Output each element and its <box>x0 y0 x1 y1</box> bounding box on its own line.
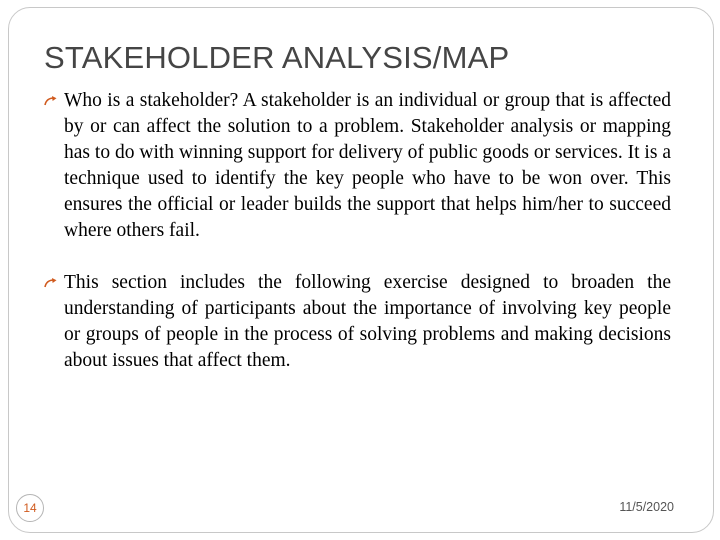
bullet-text: Who is a stakeholder? A stakeholder is an individual or group that is affected by or can affect the solution to a problem. Stakeholder analysis or mapping has to do with winning support for delivery of public goods or services. It is a technique used to identify the key people who have to be won over. This ensures the official or leader builds the support that helps him/her to succeed where others fail. <box>64 90 671 241</box>
slide-body <box>44 88 671 374</box>
bullet-item <box>44 270 671 374</box>
slide-number: 14 <box>16 494 44 522</box>
curved-arrow-bullet-icon <box>44 96 57 106</box>
slide-date: 11/5/2020 <box>619 500 674 514</box>
curved-arrow-bullet-icon <box>44 278 57 288</box>
bullet-item <box>44 88 671 244</box>
slide-title: STAKEHOLDER ANALYSIS/MAP <box>44 40 510 75</box>
bullet-text: This section includes the following exercise designed to broaden the understanding of participants about the importance of involving key people or groups of people in the process of solving problems and making decisions about issues that affect them. <box>64 272 671 371</box>
